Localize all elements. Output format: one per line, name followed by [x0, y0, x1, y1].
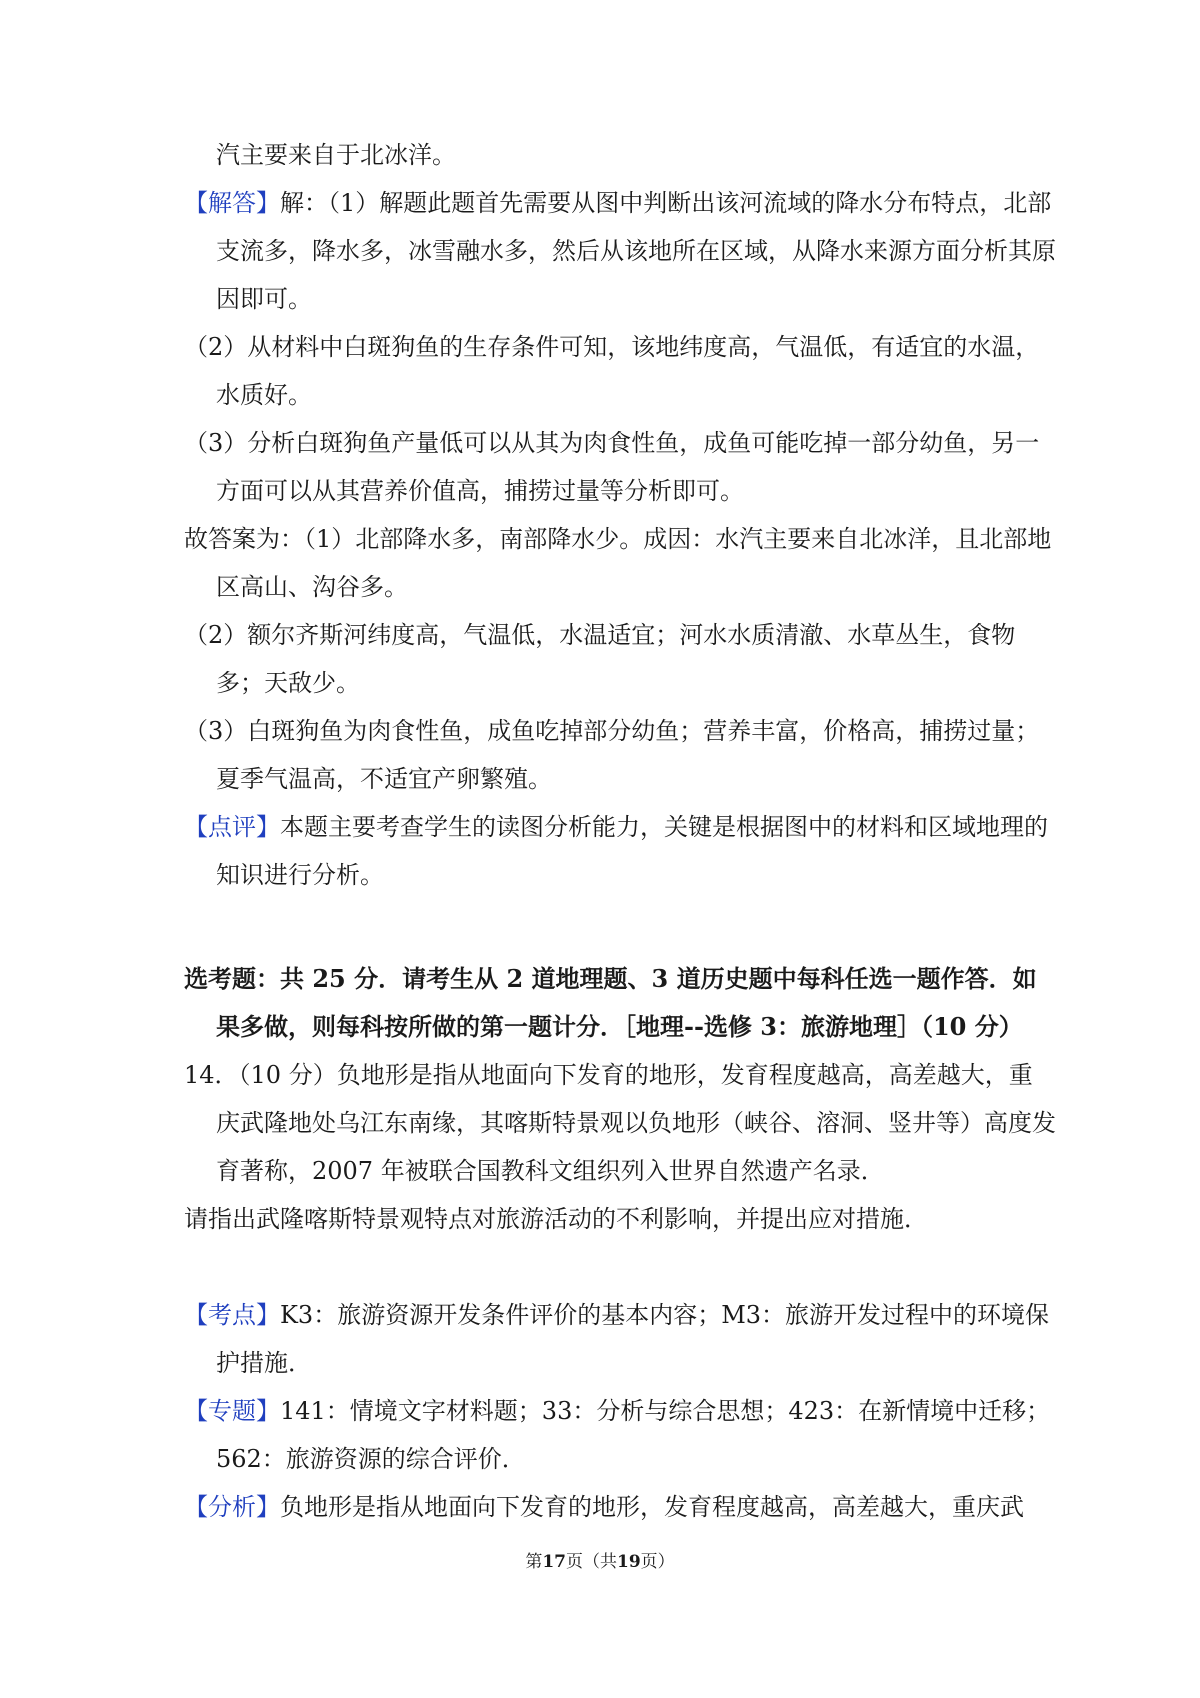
- footer-total-pages: 19: [617, 1552, 641, 1572]
- analysis-block: [184, 1483, 1056, 1531]
- comment-block: [184, 803, 1056, 899]
- answer-continuation: [216, 131, 1024, 179]
- heading-text: 选考题：共 25 分．请考生从 2 道地理题、3 道历史题中每科任选一题作答．如果多做，则每科按所做的第一题计分．［地理--选修 3：旅游地理］（10 分）: [184, 964, 1037, 1041]
- para-text: 负地形是指从地面向下发育的地形，发育程度越高，高差越大，重庆武: [280, 1493, 1024, 1521]
- para-text: 本题主要考查学生的读图分析能力，关键是根据图中的材料和区域地理的知识进行分析。: [216, 813, 1048, 889]
- answer-block: [184, 515, 1056, 611]
- solution-tag: 【解答】: [184, 189, 280, 217]
- comment-tag: 【点评】: [184, 813, 280, 841]
- question-text: 14．（10 分）负地形是指从地面向下发育的地形，发育程度越高，高差越大，重庆武隆地处乌江东南缘，其喀斯特景观以负地形（峡谷、溶洞、竖井等）高度发育著称，2007 年被联合国教科文组织列入世界自然遗产名录．: [184, 1061, 1056, 1185]
- para-text: 141：情境文字材料题；33：分析与综合思想；423：在新情境中迁移；562：旅游资源的综合评价．: [216, 1397, 1051, 1473]
- footer-prefix: 第: [525, 1552, 543, 1572]
- para-text: （3）分析白斑狗鱼产量低可以从其为肉食性鱼，成鱼可能吃掉一部分幼鱼，另一方面可以从其营养价值高，捕捞过量等分析即可。: [184, 429, 1040, 505]
- para-text: 解：（1）解题此题首先需要从图中判断出该河流域的降水分布特点，北部支流多，降水多，冰雪融水多，然后从该地所在区域，从降水来源方面分析其原因即可。: [216, 189, 1056, 313]
- answer-item-2: [184, 611, 1056, 707]
- knowledge-point-block: [184, 1291, 1056, 1387]
- section-heading: [184, 955, 1056, 1051]
- para-text: （2）额尔齐斯河纬度高，气温低，水温适宜；河水水质清澈、水草丛生，食物多；天敌少。: [184, 621, 1016, 697]
- question-14: [184, 1051, 1056, 1195]
- question-prompt: [184, 1195, 1024, 1243]
- para-text: （2）从材料中白斑狗鱼的生存条件可知，该地纬度高，气温低，有适宜的水温，水质好。: [184, 333, 1040, 409]
- topic-block: [184, 1387, 1056, 1483]
- para-text: 请指出武隆喀斯特景观特点对旅游活动的不利影响，并提出应对措施．: [184, 1205, 928, 1233]
- topic-tag: 【专题】: [184, 1397, 280, 1425]
- knowledge-point-tag: 【考点】: [184, 1301, 280, 1329]
- footer-suffix: 页）: [640, 1552, 675, 1572]
- page-footer: [0, 1550, 1200, 1574]
- para-text: K3：旅游资源开发条件评价的基本内容；M3：旅游开发过程中的环境保护措施．: [216, 1301, 1050, 1377]
- solution-item-2: [184, 323, 1056, 419]
- para-text: 汽主要来自于北冰洋。: [216, 141, 456, 169]
- footer-middle: 页（共: [566, 1552, 617, 1572]
- analysis-tag: 【分析】: [184, 1493, 280, 1521]
- para-text: 故答案为：（1）北部降水多，南部降水少。成因：水汽主要来自北冰洋，且北部地区高山、沟谷多。: [184, 525, 1052, 601]
- answer-item-3: [184, 707, 1056, 803]
- solution-item-3: [184, 419, 1056, 515]
- solution-block: [184, 179, 1056, 323]
- para-text: （3）白斑狗鱼为肉食性鱼，成鱼吃掉部分幼鱼；营养丰富，价格高，捕捞过量；夏季气温高，不适宜产卵繁殖。: [184, 717, 1040, 793]
- footer-page-number: 17: [542, 1552, 566, 1572]
